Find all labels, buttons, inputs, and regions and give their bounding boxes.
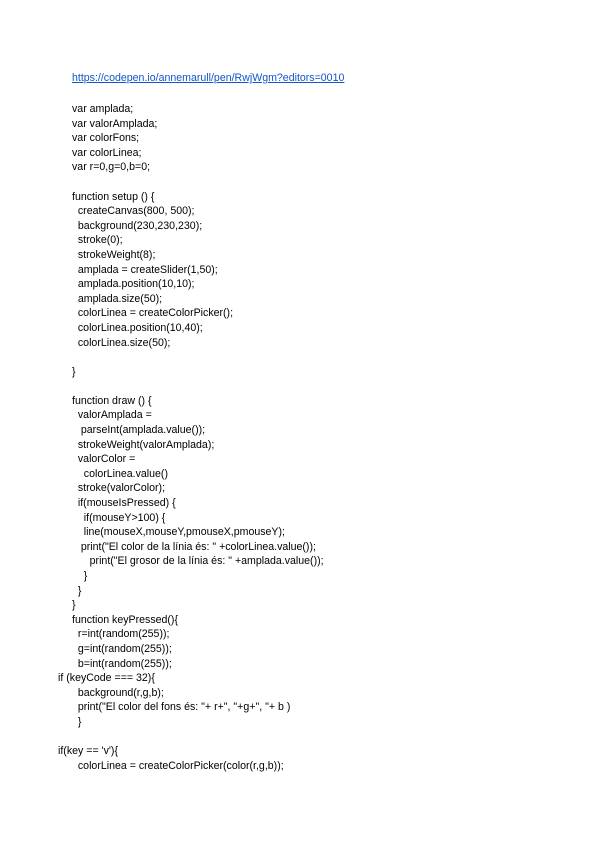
code-line: if(mouseY>100) {	[72, 511, 166, 524]
code-line: stroke(0);	[72, 234, 123, 247]
code-line: background(230,230,230);	[72, 219, 203, 232]
code-line: function keyPressed(){	[72, 613, 178, 626]
code-line: colorLinea.position(10,40);	[72, 321, 203, 334]
code-line: amplada.size(50);	[72, 292, 163, 305]
code-line	[72, 175, 324, 190]
code-line: colorLinea.size(50);	[72, 336, 171, 349]
code-line: }	[72, 715, 82, 728]
code-line: }	[72, 599, 76, 612]
code-line: valorAmplada =	[72, 409, 152, 422]
code-line: }	[72, 570, 88, 582]
code-line: }	[72, 365, 76, 378]
code-line: }	[72, 584, 82, 597]
code-line: function setup () {	[72, 190, 155, 203]
code-line: function draw () {	[72, 394, 152, 407]
code-line: if(mouseIsPressed) {	[72, 497, 176, 510]
code-line: strokeWeight(8);	[72, 248, 156, 261]
code-line: createCanvas(800, 500);	[72, 205, 195, 218]
code-line: colorLinea = createColorPicker();	[72, 307, 234, 320]
code-line: background(r,g,b);	[72, 686, 164, 699]
code-line: r=int(random(255));	[72, 628, 170, 641]
code-line	[72, 379, 324, 394]
code-line: colorLinea.value()	[72, 467, 168, 480]
code-line: amplada.position(10,10);	[72, 278, 195, 291]
code-block	[58, 102, 324, 773]
code-line	[72, 350, 324, 365]
code-line: strokeWeight(valorAmplada);	[72, 438, 215, 451]
code-line: amplada = createSlider(1,50);	[72, 263, 218, 276]
code-line: line(mouseX,mouseY,pmouseX,pmouseY);	[72, 526, 285, 539]
code-line: valorColor =	[72, 453, 136, 466]
code-line: print("El color del fons és: "+ r+", "+g+", "+ b )	[72, 701, 291, 714]
code-line: stroke(valorColor);	[72, 482, 166, 495]
code-line: var valorAmplada;	[72, 117, 158, 130]
code-line: var colorLinea;	[72, 146, 142, 159]
code-line: parseInt(amplada.value());	[72, 424, 206, 437]
code-line	[72, 730, 324, 745]
code-line: print("El color de la línia és: " +colorLinea.value());	[72, 540, 316, 553]
code-line: if(key == 'v'){	[58, 745, 118, 758]
code-line: var colorFons;	[72, 132, 140, 145]
code-line: var amplada;	[72, 103, 134, 115]
codepen-link[interactable]: https://codepen.io/annemarull/pen/RwjWgm?editors=0010	[72, 72, 345, 84]
code-line: g=int(random(255));	[72, 642, 172, 655]
code-line: var r=0,g=0,b=0;	[72, 161, 151, 174]
code-line: b=int(random(255));	[72, 657, 172, 670]
code-line: if (keyCode === 32){	[58, 672, 155, 685]
code-line: print("El grosor de la línia és: " +amplada.value());	[72, 555, 324, 568]
code-line: colorLinea = createColorPicker(color(r,g,b));	[72, 759, 284, 772]
